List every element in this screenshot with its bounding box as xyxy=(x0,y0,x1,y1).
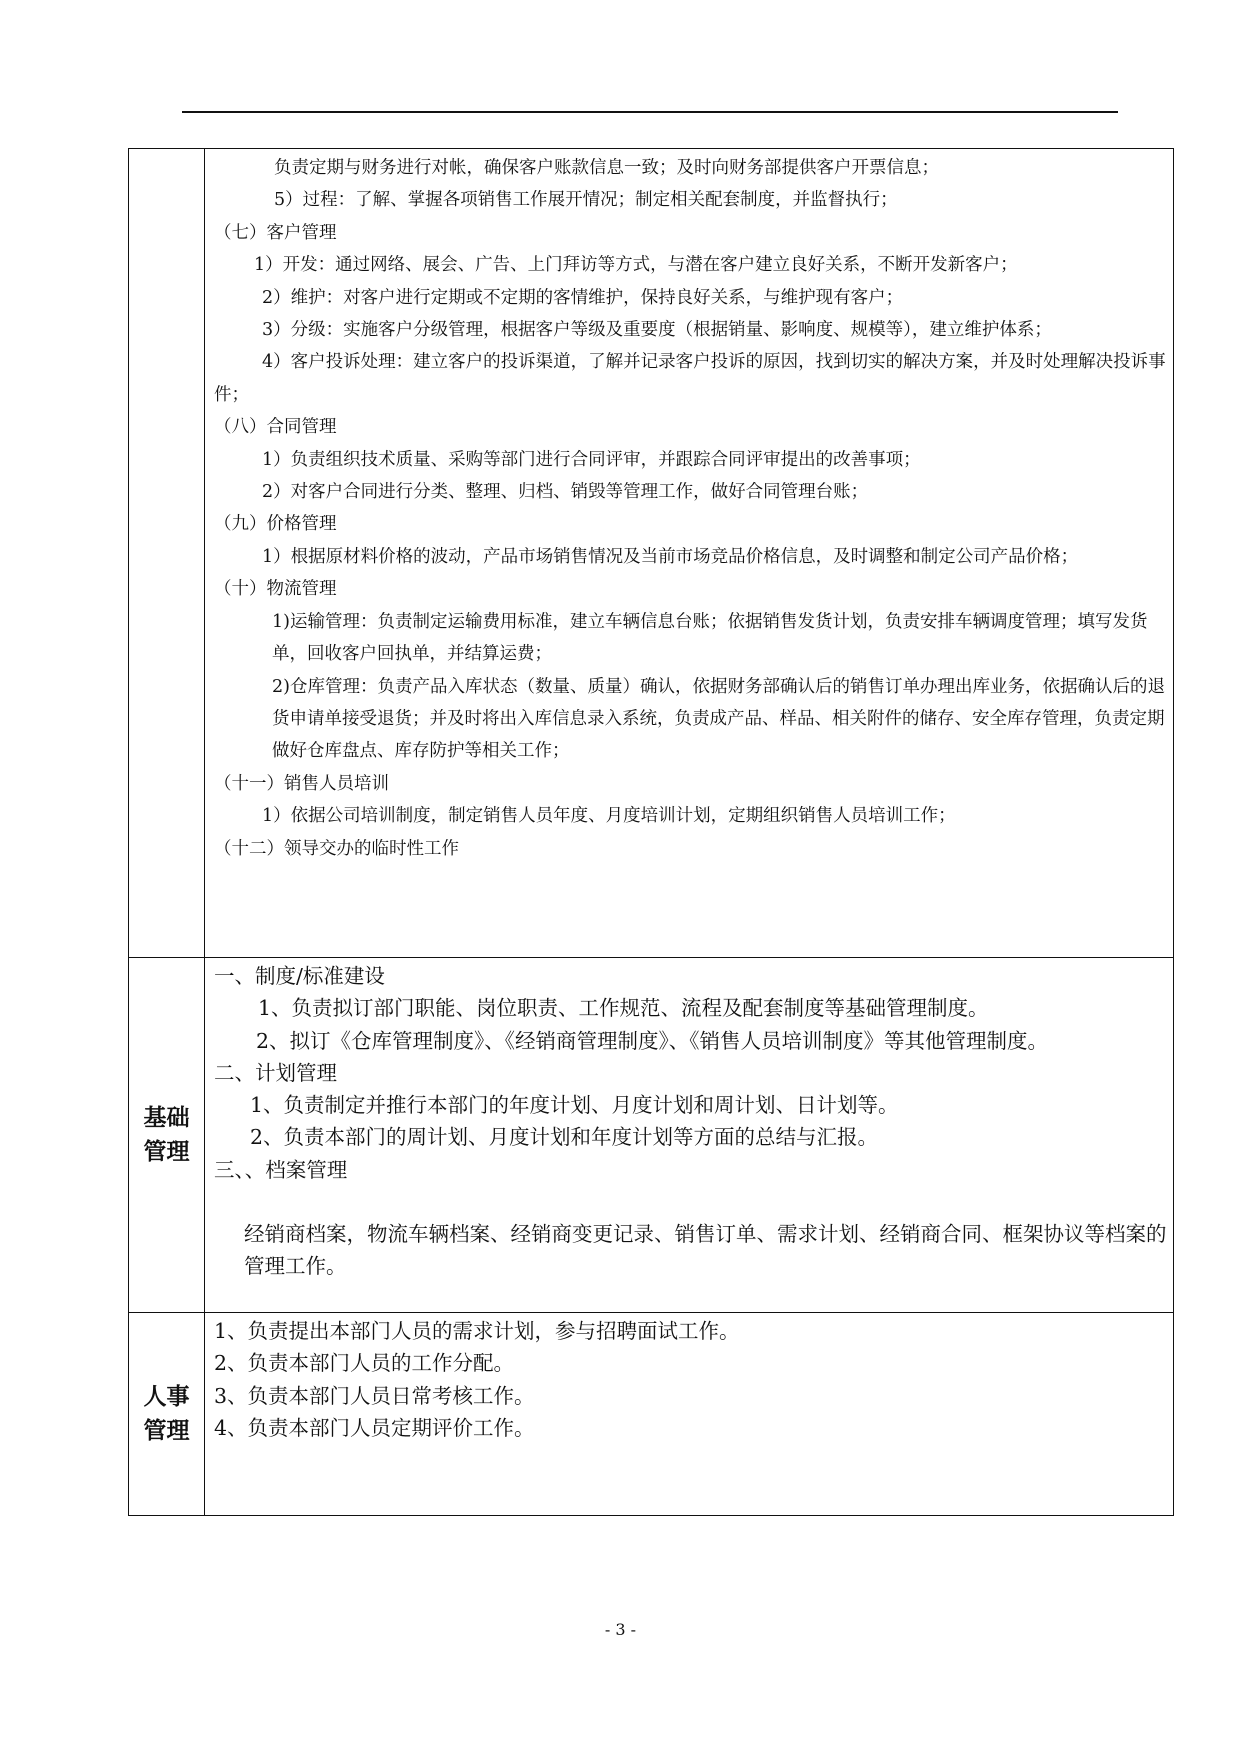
duty-line: 3）分级：实施客户分级管理，根据客户等级及重要度（根据销量、影响度、规模等），建立维护体系； xyxy=(262,320,1052,341)
duty-line: 4、负责本部门人员定期评价工作。 xyxy=(214,1415,535,1440)
duty-line: 1）依据公司培训制度，制定销售人员年度、月度培训计划，定期组织销售人员培训工作； xyxy=(262,806,956,827)
section-heading: （八）合同管理 xyxy=(214,417,337,438)
heading-text: 基础 xyxy=(143,1105,190,1131)
heading-text: 管理 xyxy=(143,1139,190,1165)
duty-line: 1）负责组织技术质量、采购等部门进行合同评审，并跟踪合同评审提出的改善事项； xyxy=(262,449,921,470)
section-heading: （十二）领导交办的临时性工作 xyxy=(214,838,459,859)
duty-line: 1)运输管理：负责制定运输费用标准，建立车辆信息台账；依据销售发货计划，负责安排车辆调度管理；填写发货单，回收客户回执单，并结算运费； xyxy=(272,611,1148,665)
subsection-heading: 三、、档案管理 xyxy=(214,1157,348,1182)
row-content-hr-management xyxy=(205,1313,1173,1515)
row-content-sales-duties xyxy=(205,149,1173,957)
duty-line: 2、负责本部门人员的工作分配。 xyxy=(214,1351,515,1376)
section-heading: （十一）销售人员培训 xyxy=(214,773,389,794)
duty-line: 3、负责本部门人员日常考核工作。 xyxy=(214,1383,535,1408)
table-row xyxy=(129,1312,1173,1515)
duty-line: 5）过程：了解、掌握各项销售工作展开情况；制定相关配套制度，并监督执行； xyxy=(274,190,898,211)
duty-line: 经销商档案，物流车辆档案、经销商变更记录、销售订单、需求计划、经销商合同、框架协议等档案的管理工作。 xyxy=(244,1222,1167,1279)
duty-line: 负责定期与财务进行对帐，确保客户账款信息一致；及时向财务部提供客户开票信息； xyxy=(274,158,939,178)
heading-text: 管理 xyxy=(143,1418,190,1444)
section-heading: （七）客户管理 xyxy=(214,222,337,243)
duty-line: 4）客户投诉处理：建立客户的投诉渠道，了解并记录客户投诉的原因，找到切实的解决方案，并及时处理解决投诉事件； xyxy=(214,352,1166,405)
duty-line: 1）根据原材料价格的波动，产品市场销售情况及当前市场竞品价格信息，及时调整和制定公司产品价格； xyxy=(262,546,1079,567)
duty-line: 2、负责本部门的周计划、月度计划和年度计划等方面的总结与汇报。 xyxy=(250,1125,879,1150)
subsection-heading: 二、计划管理 xyxy=(214,1060,337,1085)
table-row xyxy=(129,149,1173,957)
section-heading: （十）物流管理 xyxy=(214,579,337,600)
page-number: - 3 - xyxy=(604,1620,637,1639)
header-rule xyxy=(182,111,1118,113)
duty-line: 2、拟订《仓库管理制度》、《经销商管理制度》、《销售人员培训制度》等其他管理制度。 xyxy=(256,1028,1049,1053)
row-heading-empty xyxy=(129,149,205,957)
duty-line: 2）对客户合同进行分类、整理、归档、销毁等管理工作，做好合同管理台账； xyxy=(262,482,869,503)
heading-text: 人事 xyxy=(143,1384,190,1410)
table-row xyxy=(129,957,1173,1312)
row-content-basic-management xyxy=(205,958,1173,1312)
section-heading: （九）价格管理 xyxy=(214,514,337,535)
row-heading-basic-management xyxy=(129,958,205,1312)
duty-line: 2）维护：对客户进行定期或不定期的客情维护，保持良好关系，与维护现有客户； xyxy=(262,287,904,308)
duty-line: 1、负责拟订部门职能、岗位职责、工作规范、流程及配套制度等基础管理制度。 xyxy=(258,996,989,1021)
subsection-heading: 一、制度/标准建设 xyxy=(214,964,385,988)
duty-line: 2)仓库管理：负责产品入库状态（数量、质量）确认，依据财务部确认后的销售订单办理出库业务，依据确认后的退货申请单接受退货；并及时将出入库信息录入系统，负责成产品、样品、相关附件的储存、安全库存管理，负责定期做好仓库盘点、库存防护等相关工作； xyxy=(272,676,1165,762)
responsibility-table xyxy=(128,148,1174,1516)
duty-line: 1、负责制定并推行本部门的年度计划、月度计划和周计划、日计划等。 xyxy=(250,1093,899,1118)
duty-line: 1、负责提出本部门人员的需求计划，参与招聘面试工作。 xyxy=(214,1319,740,1343)
row-heading-hr-management xyxy=(129,1313,205,1515)
duty-line: 1）开发：通过网络、展会、广告、上门拜访等方式，与潜在客户建立良好关系，不断开发新客户； xyxy=(254,255,1018,276)
